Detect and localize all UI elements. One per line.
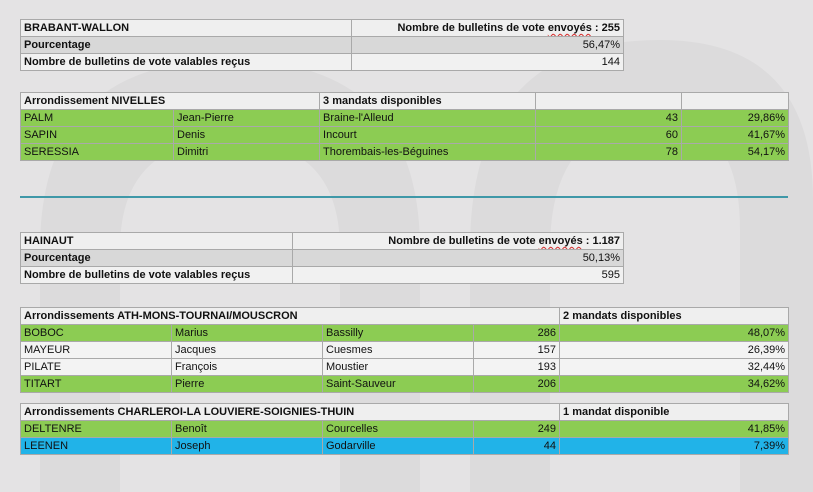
candidate-last-name: SAPIN <box>21 127 174 144</box>
ballots-sent-prefix: Nombre de bulletins de vote <box>388 235 539 247</box>
candidate-city: Thorembais-les-Béguines <box>320 144 536 161</box>
candidate-first-name: Jean-Pierre <box>174 110 320 127</box>
candidate-city: Godarville <box>323 438 474 455</box>
candidate-last-name: DELTENRE <box>21 421 172 438</box>
candidate-row <box>21 421 789 438</box>
candidate-city: Saint-Sauveur <box>323 376 474 393</box>
brabant-percentage-row <box>21 37 624 54</box>
brabant-summary-header-row <box>21 20 624 37</box>
candidate-row <box>21 325 789 342</box>
valid-ballots-value: 595 <box>293 267 624 284</box>
candidate-city: Bassilly <box>323 325 474 342</box>
brabant-valid-row <box>21 54 624 71</box>
ballots-sent-word: envoyés <box>547 22 592 34</box>
percentage-value: 50,13% <box>293 250 624 267</box>
hainaut-valid-row <box>21 267 624 284</box>
candidate-city: Braine-l'Alleud <box>320 110 536 127</box>
section-divider <box>20 196 788 198</box>
candidate-percentage: 7,39% <box>560 438 789 455</box>
candidate-first-name: Pierre <box>172 376 323 393</box>
candidate-votes: 44 <box>474 438 560 455</box>
candidate-last-name: LEENEN <box>21 438 172 455</box>
candidate-row <box>21 127 789 144</box>
ath-mons-results-table <box>20 307 789 393</box>
candidate-percentage: 41,85% <box>560 421 789 438</box>
ballots-sent-count: : 1.187 <box>582 235 620 247</box>
candidate-percentage: 54,17% <box>682 144 789 161</box>
candidate-percentage: 26,39% <box>560 342 789 359</box>
candidate-last-name: PILATE <box>21 359 172 376</box>
ballots-sent-count: : 255 <box>591 22 620 34</box>
candidate-votes: 60 <box>536 127 682 144</box>
candidate-votes: 193 <box>474 359 560 376</box>
candidate-row <box>21 110 789 127</box>
nivelles-header-row <box>21 93 789 110</box>
charleroi-results-table <box>20 403 789 455</box>
hainaut-summary-table <box>20 232 624 284</box>
candidate-row <box>21 438 789 455</box>
charleroi-header-row <box>21 404 789 421</box>
mandates-available: 3 mandats disponibles <box>320 93 536 110</box>
percentage-label: Pourcentage <box>21 37 352 54</box>
candidate-row <box>21 376 789 393</box>
hainaut-summary-header-row <box>21 233 624 250</box>
header-empty-cell <box>682 93 789 110</box>
ballots-sent-label <box>293 233 624 250</box>
brabant-summary-table <box>20 19 624 71</box>
candidate-first-name: Denis <box>174 127 320 144</box>
province-name: BRABANT-WALLON <box>21 20 352 37</box>
candidate-percentage: 41,67% <box>682 127 789 144</box>
candidate-percentage: 32,44% <box>560 359 789 376</box>
candidate-first-name: Joseph <box>172 438 323 455</box>
candidate-city: Cuesmes <box>323 342 474 359</box>
mandates-available: 2 mandats disponibles <box>560 308 789 325</box>
header-empty-cell <box>536 93 682 110</box>
candidate-row <box>21 144 789 161</box>
arrondissement-title: Arrondissement NIVELLES <box>21 93 320 110</box>
candidate-city: Moustier <box>323 359 474 376</box>
candidate-city: Courcelles <box>323 421 474 438</box>
arrondissement-title: Arrondissements CHARLEROI-LA LOUVIERE-SOIGNIES-THUIN <box>21 404 560 421</box>
percentage-label: Pourcentage <box>21 250 293 267</box>
candidate-last-name: MAYEUR <box>21 342 172 359</box>
candidate-first-name: Dimitri <box>174 144 320 161</box>
candidate-percentage: 48,07% <box>560 325 789 342</box>
candidate-last-name: TITART <box>21 376 172 393</box>
candidate-last-name: SERESSIA <box>21 144 174 161</box>
candidate-last-name: PALM <box>21 110 174 127</box>
candidate-votes: 157 <box>474 342 560 359</box>
candidate-votes: 206 <box>474 376 560 393</box>
candidate-first-name: Marius <box>172 325 323 342</box>
arrondissement-title: Arrondissements ATH-MONS-TOURNAI/MOUSCRON <box>21 308 560 325</box>
hainaut-percentage-row <box>21 250 624 267</box>
ballots-sent-label <box>352 20 624 37</box>
candidate-votes: 43 <box>536 110 682 127</box>
ballots-sent-prefix: Nombre de bulletins de vote <box>397 22 548 34</box>
candidate-votes: 249 <box>474 421 560 438</box>
candidate-percentage: 29,86% <box>682 110 789 127</box>
candidate-votes: 78 <box>536 144 682 161</box>
ballots-sent-word: envoyés <box>538 235 583 247</box>
candidate-first-name: Jacques <box>172 342 323 359</box>
percentage-value: 56,47% <box>352 37 624 54</box>
candidate-row <box>21 359 789 376</box>
mandates-available: 1 mandat disponible <box>560 404 789 421</box>
province-name: HAINAUT <box>21 233 293 250</box>
valid-ballots-label: Nombre de bulletins de vote valables reçus <box>21 54 352 71</box>
candidate-last-name: BOBOC <box>21 325 172 342</box>
candidate-row <box>21 342 789 359</box>
valid-ballots-value: 144 <box>352 54 624 71</box>
valid-ballots-label: Nombre de bulletins de vote valables reçus <box>21 267 293 284</box>
candidate-first-name: Benoît <box>172 421 323 438</box>
ath-mons-header-row <box>21 308 789 325</box>
candidate-city: Incourt <box>320 127 536 144</box>
candidate-votes: 286 <box>474 325 560 342</box>
candidate-first-name: François <box>172 359 323 376</box>
nivelles-results-table <box>20 92 789 161</box>
candidate-percentage: 34,62% <box>560 376 789 393</box>
